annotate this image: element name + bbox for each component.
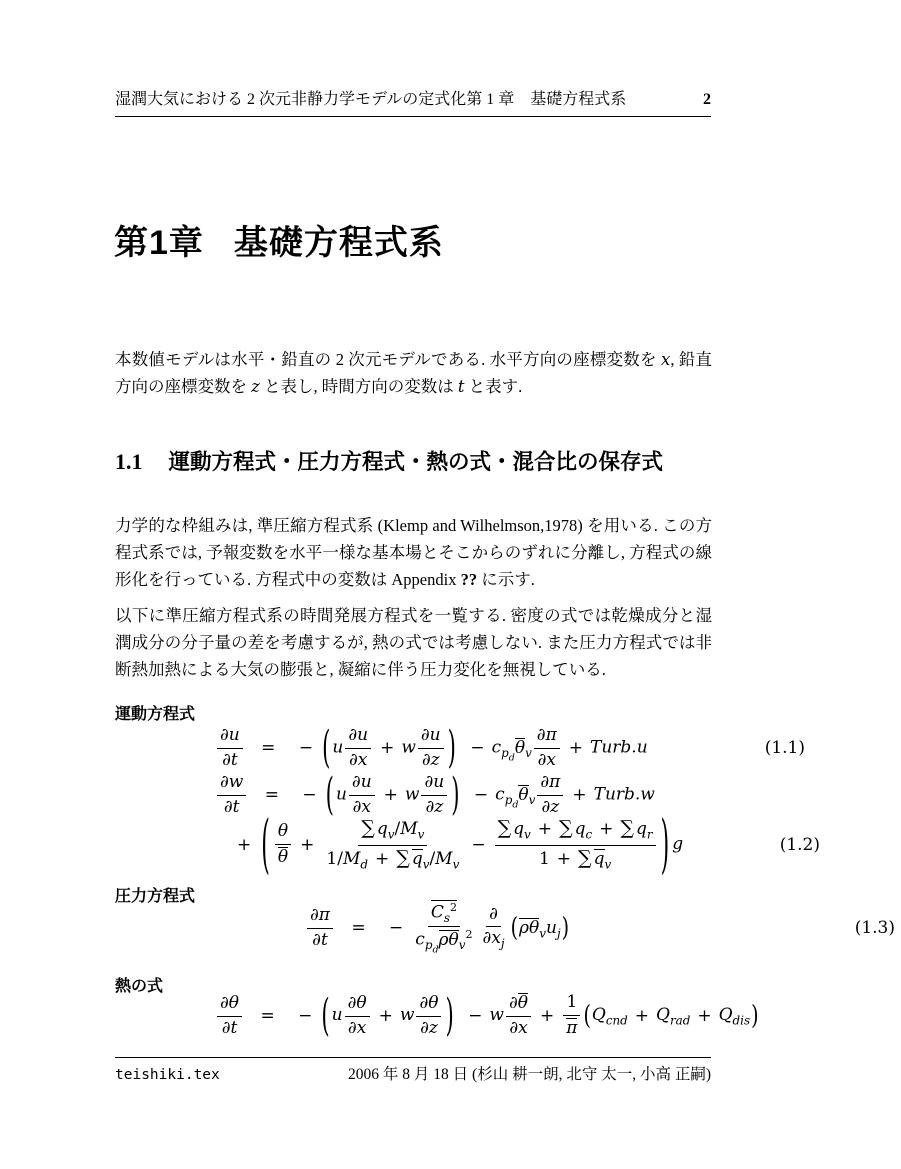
frac-dtheta-dz	[416, 994, 441, 1038]
math-token: 1	[563, 993, 580, 1016]
numerator	[506, 993, 531, 1017]
frac-du-dz	[421, 773, 447, 817]
math-token: d	[432, 944, 439, 956]
sigma-sum: ∑	[396, 846, 410, 869]
math-row	[215, 990, 760, 1042]
math-token: w	[404, 784, 420, 805]
gravity-term: g	[672, 834, 684, 855]
math-token: dis	[732, 1013, 751, 1028]
math-token: ∂x	[352, 796, 371, 817]
heat-equation-label: 熱の式	[115, 978, 164, 995]
math-token: j	[500, 936, 505, 951]
math-token: c	[585, 827, 593, 842]
math-token: p	[504, 792, 513, 807]
subscript	[424, 938, 439, 956]
pi-bar	[563, 1016, 580, 1039]
section-heading	[115, 445, 663, 476]
math-token: v	[458, 938, 466, 953]
equals-sign: =	[260, 1005, 275, 1026]
minus-sign: −	[298, 737, 314, 758]
math-token: ∂u	[217, 726, 243, 749]
math-token: v	[422, 856, 430, 871]
math-var-t: t	[457, 377, 465, 396]
math-var-z: z	[251, 377, 260, 396]
math-token: ∂t	[221, 1017, 238, 1038]
numerator	[495, 818, 656, 845]
denominator	[536, 846, 614, 872]
math-token: ∂π	[537, 773, 563, 796]
math-row	[215, 722, 648, 774]
math-token: j	[556, 925, 561, 940]
numerator	[428, 900, 460, 928]
plus-sign: +	[300, 834, 315, 855]
math-token: ∂z	[421, 749, 440, 770]
math-token: ∂x	[537, 749, 556, 770]
frac-dthetabar-dx	[506, 993, 531, 1038]
header-section-ref: 基礎方程式系	[530, 91, 627, 108]
minus-sign: −	[470, 737, 485, 758]
intro-paragraph	[115, 346, 712, 400]
numerator	[358, 818, 427, 845]
math-token: v	[539, 925, 547, 940]
left-paren: (	[583, 1001, 591, 1031]
theta-bar: θ	[529, 917, 540, 938]
math-token: ∂z	[425, 796, 444, 817]
text-run: 本数値モデルは水平・鉛直の 2 次元モデルである. 水平方向の座標変数を	[115, 350, 662, 369]
frac-dpi-dx	[534, 726, 560, 770]
plus-sign: +	[599, 819, 614, 840]
frac-condensate-loading	[495, 818, 656, 871]
math-token: 1	[326, 848, 338, 869]
right-paren: )	[751, 1001, 759, 1031]
text-run: 力学的な枠組みは, 準圧縮方程式系 (Klemp and Wilhelmson,1978) を用いる. この方程式系では, 予報変数を水平一様な基本場とそこからのずれに分離し, 方程式の線形化を行っている. 方程式中の変数は Appendix	[115, 516, 712, 589]
math-token: c	[415, 929, 425, 950]
frac-du-dt	[217, 726, 243, 770]
math-token: v	[452, 856, 460, 871]
frac-d-dxj	[480, 905, 508, 952]
frac-du-dz	[418, 726, 444, 770]
minus-sign: −	[302, 784, 317, 805]
sigma-sum: ∑	[620, 817, 635, 840]
math-token: M	[342, 848, 361, 869]
frac-sound-speed	[412, 900, 475, 957]
frac-dw-dt	[217, 773, 246, 817]
subscript	[501, 745, 515, 764]
math-token: ∂u	[418, 726, 444, 749]
math-token: u	[332, 737, 344, 758]
header-document-title: 湿潤大気における 2 次元非静力学モデルの定式化	[115, 91, 467, 108]
equation-1-2-line1	[115, 767, 811, 823]
math-token: ∂w	[217, 773, 246, 796]
subscript	[504, 792, 519, 811]
frac-dtheta-dt	[217, 994, 242, 1038]
header-chapter-ref: 第 1 章	[466, 91, 515, 108]
math-token: p	[424, 938, 433, 953]
plus-sign: +	[540, 1005, 555, 1026]
math-token: u	[331, 1005, 343, 1026]
math-token: v	[524, 827, 531, 842]
math-token: C	[430, 902, 444, 923]
math-token: ∂π	[534, 726, 560, 749]
page-footer	[115, 1062, 711, 1084]
math-token: ∂u	[421, 773, 447, 796]
footer-date-authors: 2006 年 8 月 18 日 (杉山 耕一朗, 北守 太一, 小高 正嗣)	[348, 1066, 711, 1083]
math-token: ∂z	[420, 1017, 438, 1038]
frac-dpi-dz	[537, 773, 563, 817]
math-token: ∂	[508, 993, 518, 1014]
frac-theta-thetabar	[275, 822, 291, 867]
math-token: d	[508, 752, 515, 764]
heat-equation	[115, 986, 811, 1046]
math-token: rad	[669, 1013, 691, 1028]
right-paren: )	[451, 769, 460, 821]
math-token: 2	[449, 900, 457, 914]
equation-1-2-line2	[115, 807, 826, 883]
right-paren: )	[447, 722, 456, 774]
math-token: v	[528, 792, 536, 807]
math-token: Q	[591, 1005, 606, 1026]
math-token: θ	[277, 847, 289, 867]
math-token: c	[495, 784, 505, 805]
minus-sign: −	[468, 1005, 483, 1026]
cs2-bar	[431, 900, 457, 925]
math-token: ∂π	[307, 906, 333, 929]
math-token: Q	[718, 1005, 733, 1026]
math-token: d	[360, 856, 368, 871]
math-token: u	[335, 784, 347, 805]
left-paren: (	[261, 807, 270, 883]
frac-dtheta-dx	[345, 994, 370, 1038]
pressure-equation-label: 圧力方程式	[115, 888, 196, 905]
math-token: ∂x	[348, 749, 368, 770]
minus-sign: −	[389, 917, 404, 938]
math-token: ∂θ	[217, 994, 242, 1017]
equals-sign: =	[261, 737, 276, 758]
footer-rule	[115, 1057, 711, 1058]
math-token: ∂t	[312, 929, 328, 950]
math-token: s	[443, 910, 450, 925]
math-row	[230, 807, 684, 883]
right-paren: )	[561, 913, 570, 943]
math-var-x: x	[661, 350, 671, 369]
math-token: ∂t	[222, 749, 238, 770]
minus-sign: −	[473, 784, 489, 805]
math-token: cnd	[605, 1013, 628, 1028]
math-token: v	[604, 856, 612, 871]
motion-equations-label: 運動方程式	[115, 706, 196, 723]
plus-sign: +	[537, 819, 553, 840]
math-token: Q	[656, 1005, 670, 1026]
rho-bar: ρ	[519, 917, 530, 938]
chapter-heading	[114, 215, 444, 264]
math-token: q	[513, 819, 525, 840]
sigma-sum: ∑	[361, 817, 375, 840]
math-token: p	[501, 745, 509, 760]
math-row	[305, 900, 570, 957]
sigma-sum: ∑	[578, 846, 592, 869]
theta-bar: θ	[514, 737, 526, 758]
math-token: π	[566, 1018, 578, 1038]
left-paren: (	[322, 722, 331, 774]
math-token: ∂z	[541, 796, 560, 817]
math-token: u	[546, 917, 557, 938]
right-paren: )	[660, 807, 670, 883]
sigma-sum: ∑	[559, 817, 573, 840]
math-token: v	[525, 745, 532, 760]
math-token: θ	[275, 822, 291, 845]
footer-filename: teishiki.tex	[115, 1067, 220, 1083]
left-paren: (	[510, 913, 519, 943]
equals-sign: =	[264, 784, 279, 805]
sigma-sum: ∑	[497, 817, 512, 840]
equation-number: (1.3)	[854, 918, 895, 938]
math-token: ∂x	[482, 928, 501, 949]
math-token: ∂x	[347, 1017, 367, 1038]
text-run: と表す.	[464, 377, 523, 396]
denominator	[412, 927, 475, 956]
minus-sign: −	[298, 1005, 313, 1026]
right-paren: )	[445, 990, 454, 1042]
plus-sign: +	[383, 784, 398, 805]
math-token: 1	[538, 848, 550, 869]
plus-sign: +	[697, 1005, 712, 1026]
frac-vapor-molar	[323, 818, 462, 871]
left-paren: (	[325, 769, 334, 821]
section-title: 運動方程式・圧力方程式・熱の式・混合比の保存式	[168, 450, 664, 474]
frac-dpi-dt	[307, 906, 333, 950]
equation-number: (1.1)	[764, 738, 805, 758]
math-token: w	[401, 737, 416, 758]
math-token: q	[376, 819, 388, 840]
theta-bar: θ	[448, 929, 459, 950]
minus-sign: −	[471, 834, 486, 855]
equation-1-3	[115, 898, 901, 958]
turbulence-term: Turb.u	[590, 737, 648, 758]
math-token: ∂t	[223, 796, 240, 817]
denominator	[480, 927, 508, 951]
math-token: d	[512, 799, 519, 811]
math-token: w	[399, 1005, 415, 1026]
plus-sign: +	[380, 737, 395, 758]
plus-sign: +	[572, 784, 587, 805]
overview-paragraph: 以下に準圧縮方程式系の時間発展方程式を一覧する. 密度の式では乾燥成分と湿潤成分の分子量の差を考慮するが, 熱の式では考慮しない. また圧力方程式では非断熱加熱による大気の膨張と, 凝縮に伴う圧力変化を無視している.	[115, 606, 712, 679]
text-run: と表し, 時間方向の変数は	[259, 377, 458, 396]
math-token: ∂u	[349, 773, 375, 796]
math-token: ∂u	[345, 726, 371, 749]
math-token: ∂x	[509, 1018, 528, 1038]
plus-sign: +	[556, 848, 572, 869]
theta-bar: θ	[517, 993, 529, 1014]
equation-number: (1.2)	[779, 835, 820, 855]
frac-one-over-pibar	[563, 993, 580, 1038]
frac-du-dx	[349, 773, 375, 817]
math-row	[215, 769, 655, 821]
framework-paragraph	[115, 512, 712, 593]
slash: /	[394, 819, 401, 840]
rho-bar: ρ	[438, 929, 449, 950]
unresolved-reference: ??	[460, 570, 478, 589]
plus-sign: +	[378, 1005, 393, 1026]
math-token: ∂θ	[345, 994, 370, 1017]
math-token: ∂	[486, 905, 501, 928]
chapter-title: 基礎方程式系	[233, 224, 444, 262]
slash: /	[337, 848, 343, 869]
math-token: q	[636, 819, 647, 840]
math-token: w	[489, 1005, 504, 1026]
slash: /	[429, 848, 436, 869]
frac-du-dx	[345, 726, 371, 770]
chapter-number: 第1章	[114, 224, 204, 262]
equals-sign: =	[351, 917, 366, 938]
math-token: M	[400, 819, 418, 840]
plus-sign: +	[237, 834, 252, 855]
math-token: 2	[465, 928, 473, 942]
text-run: に示す.	[477, 570, 535, 589]
math-token: ∂θ	[416, 994, 441, 1017]
denominator	[323, 846, 462, 872]
plus-sign: +	[634, 1005, 650, 1026]
section-number: 1.1	[115, 449, 143, 474]
math-token: r	[646, 827, 653, 842]
math-token: q	[574, 819, 586, 840]
q-bar: q	[411, 848, 423, 869]
theta-bar	[275, 845, 291, 868]
math-token: v	[417, 827, 425, 842]
plus-sign: +	[374, 848, 390, 869]
plus-sign: +	[568, 737, 584, 758]
left-paren: (	[321, 990, 330, 1042]
turbulence-term: Turb.w	[593, 784, 655, 805]
math-token: M	[435, 848, 453, 869]
theta-bar: θ	[518, 784, 529, 805]
page-number: 2	[703, 91, 711, 108]
math-token: v	[387, 827, 395, 842]
q-bar: q	[593, 848, 605, 869]
page-header	[115, 86, 711, 117]
math-token: c	[491, 737, 502, 758]
text-run: , 鉛直方向の座標変数を	[115, 350, 712, 396]
